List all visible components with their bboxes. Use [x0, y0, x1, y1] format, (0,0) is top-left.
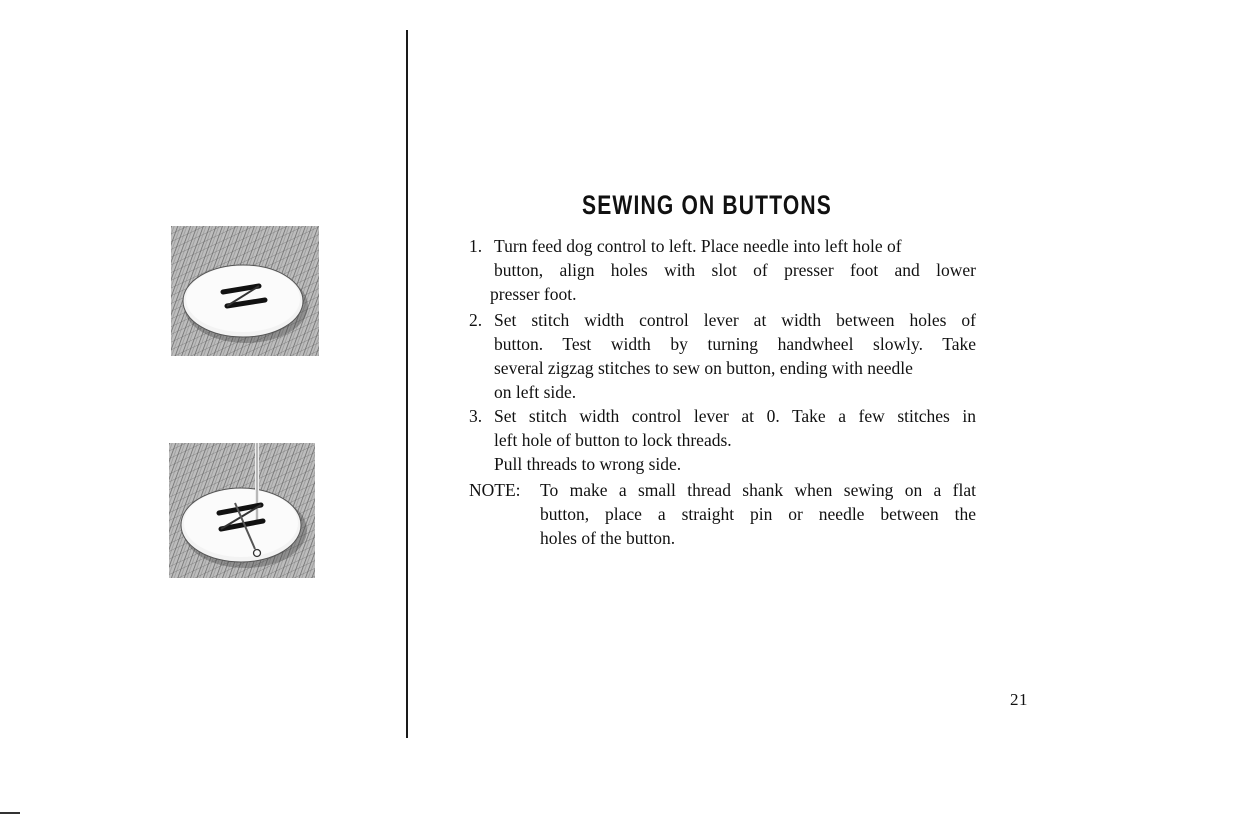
page-divider: [406, 30, 408, 738]
note-line-3: holes of the button.: [540, 528, 676, 548]
step-3-line-2: left hole of button to lock threads.: [494, 430, 732, 450]
step-3-number: 3.: [469, 406, 483, 426]
step-3-line-1: Set stitch width control lever at 0. Take a few stitches in: [494, 406, 976, 426]
step-2-line-4: on left side.: [494, 382, 577, 402]
step-3-line-3: Pull threads to wrong side.: [494, 454, 682, 474]
scan-edge-mark: [0, 812, 20, 814]
button-with-pin-illustration: [169, 443, 315, 578]
page-number: 21: [1010, 690, 1028, 709]
step-1-line-2: button, align holes with slot of presser foot and lower: [494, 260, 976, 280]
step-2-line-3: several zigzag stitches to sew on button, ending with needle: [494, 358, 913, 378]
note-line-1: To make a small thread shank when sewing on a flat: [540, 480, 976, 500]
step-2-line-2: button. Test width by turning handwheel slowly. Take: [494, 334, 976, 354]
step-1-line-1: Turn feed dog control to left. Place needle into left hole of: [494, 236, 902, 256]
step-1-number: 1.: [469, 236, 483, 256]
button-on-fabric-illustration: [171, 226, 319, 356]
note-line-2: button, place a straight pin or needle between the: [540, 504, 976, 524]
page-title: SEWING ON BUTTONS: [582, 190, 833, 220]
step-2-number: 2.: [469, 310, 483, 330]
note-label: NOTE:: [469, 480, 521, 500]
step-2-line-1: Set stitch width control lever at width between holes of: [494, 310, 976, 330]
step-1-line-3: presser foot.: [490, 284, 577, 304]
